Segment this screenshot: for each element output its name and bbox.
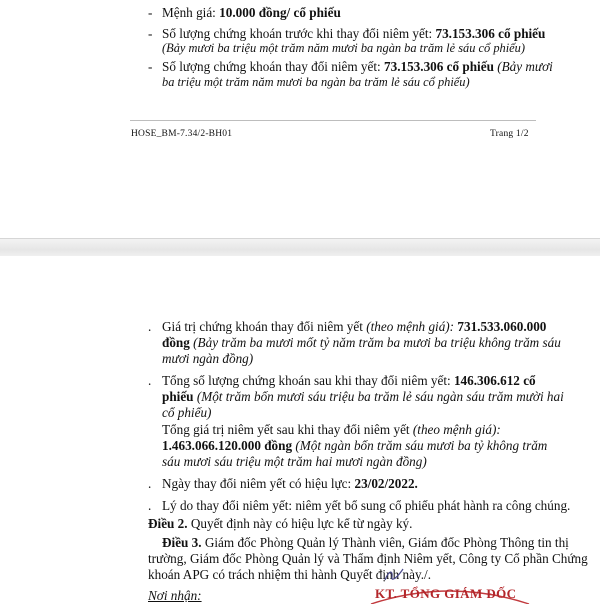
bullet-shares-changed: - Số lượng chứng khoán thay đổi niêm yết: 73.153.306 cổ phiếu (Bảy mươi [148, 59, 553, 74]
item-listing-value-line2: đồng (Bảy trăm ba mươi mốt tỷ năm trăm ba mươi ba triệu không trăm sáu [162, 335, 561, 350]
shares-before-note: (Bảy mươi ba triệu một trăm năm mươi ba ngàn ba trăm lẻ sáu cổ phiếu) [162, 41, 525, 55]
total-listing-value-amount: 1.463.066.120.000 đồng [162, 438, 293, 453]
item-total-shares-line2: phiếu (Một trăm bốn mươi sáu triệu ba trăm lẻ sáu ngàn sáu trăm mười hai [162, 389, 564, 404]
shares-changed-note-start: (Bảy mươi [497, 59, 553, 74]
item-total-shares: . Tổng số lượng chứng khoán sau khi thay đổi niêm yết: 146.306.612 cổ [148, 373, 536, 388]
shares-changed-value: 73.153.306 cổ phiếu [384, 59, 494, 74]
article-3-line3: khoán APG có trách nhiệm thi hành Quyết định này./. [148, 567, 431, 582]
item-listing-value: . Giá trị chứng khoán thay đổi niêm yết (theo mệnh giá): 731.533.060.000 [148, 319, 547, 334]
total-shares-amount: 146.306.612 cổ [453, 373, 536, 388]
shares-changed-label: Số lượng chứng khoán thay đổi niêm yết: [162, 59, 384, 74]
initials-mark [383, 566, 405, 584]
face-value-label: Mệnh giá: [162, 5, 220, 20]
shares-before-label: Số lượng chứng khoán trước khi thay đổi niêm yết: [162, 26, 436, 41]
item-listing-value-line3: mươi ngàn đồng) [162, 351, 254, 366]
article-2-heading: Điều 2. [148, 516, 188, 531]
article-3-line1: Điều 3. Giám đốc Phòng Quản lý Thành viên, Giám đốc Phòng Thông tin thị [162, 535, 569, 550]
shares-changed-note: ba triệu một trăm năm mươi ba ngàn ba trăm lẻ sáu cổ phiếu) [162, 75, 470, 89]
item-total-listing-value-line2: 1.463.066.120.000 đồng (Một ngàn bốn trăm sáu mươi ba tỷ không trăm [162, 438, 548, 453]
shares-before-value: 73.153.306 cổ phiếu [435, 26, 546, 41]
item-effective-date: . Ngày thay đổi niêm yết có hiệu lực: 23/02/2022. [148, 476, 418, 491]
footer-page-number: Trang 1/2 [490, 129, 529, 139]
item-reason: . Lý do thay đổi niêm yết: niêm yết bổ sung cổ phiếu phát hành ra công chúng. [148, 498, 571, 513]
official-stamp [365, 584, 535, 604]
page-break [0, 238, 600, 258]
bullet-face-value: - Mệnh giá: 10.000 đồng/ cổ phiếu [148, 5, 341, 20]
item-total-listing-value-line3: sáu mươi sáu triệu một trăm hai mươi ngàn đồng) [162, 454, 427, 469]
document-page-1 [0, 0, 600, 238]
item-total-listing-value: Tổng giá trị niêm yết sau khi thay đổi niêm yết (theo mệnh giá): [162, 422, 501, 437]
article-2-text: Quyết định này có hiệu lực kể từ ngày ký. [187, 516, 413, 531]
bullet-mark: . [148, 498, 152, 513]
effective-date-value: 23/02/2022. [354, 476, 418, 491]
stamp-text: KT. TỔNG GIÁM ĐỐC [375, 586, 517, 601]
footer-divider [130, 120, 536, 121]
document-page-2 [0, 256, 600, 603]
recipients-label: Nơi nhận: [148, 588, 202, 603]
article-3-line2: trường, Giám đốc Phòng Quản lý và Thẩm định Niêm yết, Công ty Cổ phần Chứng [148, 551, 588, 566]
bullet-mark: . [148, 373, 152, 388]
article-2 [148, 515, 412, 532]
footer-form-code: HOSE_BM-7.34/2-BH01 [131, 129, 233, 139]
listing-value-amount: 731.533.060.000 [457, 319, 547, 334]
item-total-shares-line3: cổ phiếu) [162, 405, 212, 420]
bullet-shares-before: - Số lượng chứng khoán trước khi thay đổi niêm yết: 73.153.306 cổ phiếu [148, 26, 546, 41]
article-3-heading: Điều 3. [162, 535, 202, 550]
face-value: 10.000 đồng/ cổ phiếu [219, 5, 341, 20]
bullet-mark: . [148, 476, 152, 491]
bullet-mark: . [148, 319, 152, 334]
